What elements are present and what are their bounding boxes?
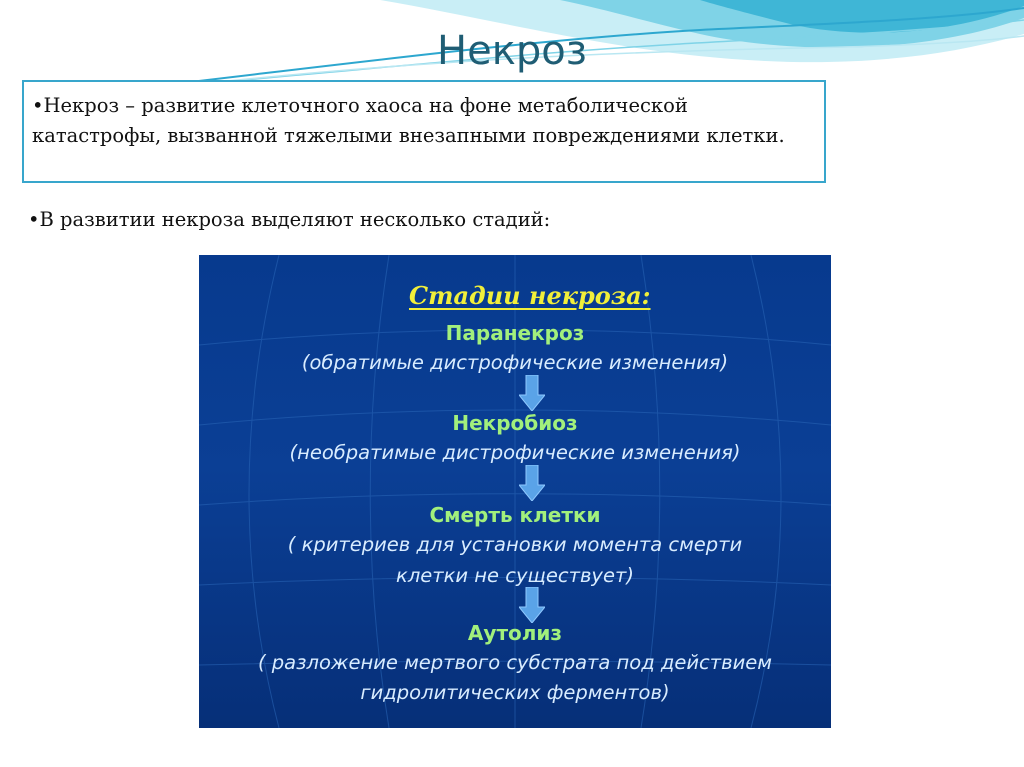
stage-desc-cell-death-line1: ( критериев для установки момента смерти: [287, 533, 743, 556]
stage-name-cell-death: Смерть клетки: [429, 503, 601, 527]
stage-desc-autolysis-line1: ( разложение мертвого субстрата под действием: [258, 651, 772, 674]
down-arrow-icon: [519, 465, 545, 501]
stage-desc-autolysis-line2: гидролитических ферментов): [360, 681, 670, 704]
stage-name-necrobiosis: Некробиоз: [452, 411, 578, 435]
down-arrow-icon: [519, 375, 545, 411]
panel-heading: Стадии некроза:: [409, 281, 651, 310]
definition-box: [22, 80, 826, 183]
stage-name-paranecrosis: Паранекроз: [445, 321, 585, 345]
stages-panel: [199, 255, 831, 728]
slide-title: Некроз: [437, 28, 587, 74]
definition-text: •Некроз – развитие клеточного хаоса на фоне метаболической катастрофы, вызванной тяжелыми внезапными повреждениями клетки.: [32, 94, 785, 147]
stage-desc-necrobiosis: (необратимые дистрофические изменения): [289, 441, 741, 464]
stage-desc-paranecrosis: (обратимые дистрофические изменения): [301, 351, 729, 374]
stages-intro: •В развитии некроза выделяют несколько стадий:: [28, 208, 551, 231]
stage-name-autolysis: Аутолиз: [467, 621, 563, 645]
down-arrow-icon: [519, 587, 545, 623]
stage-desc-cell-death-line2: клетки не существует): [396, 564, 634, 587]
